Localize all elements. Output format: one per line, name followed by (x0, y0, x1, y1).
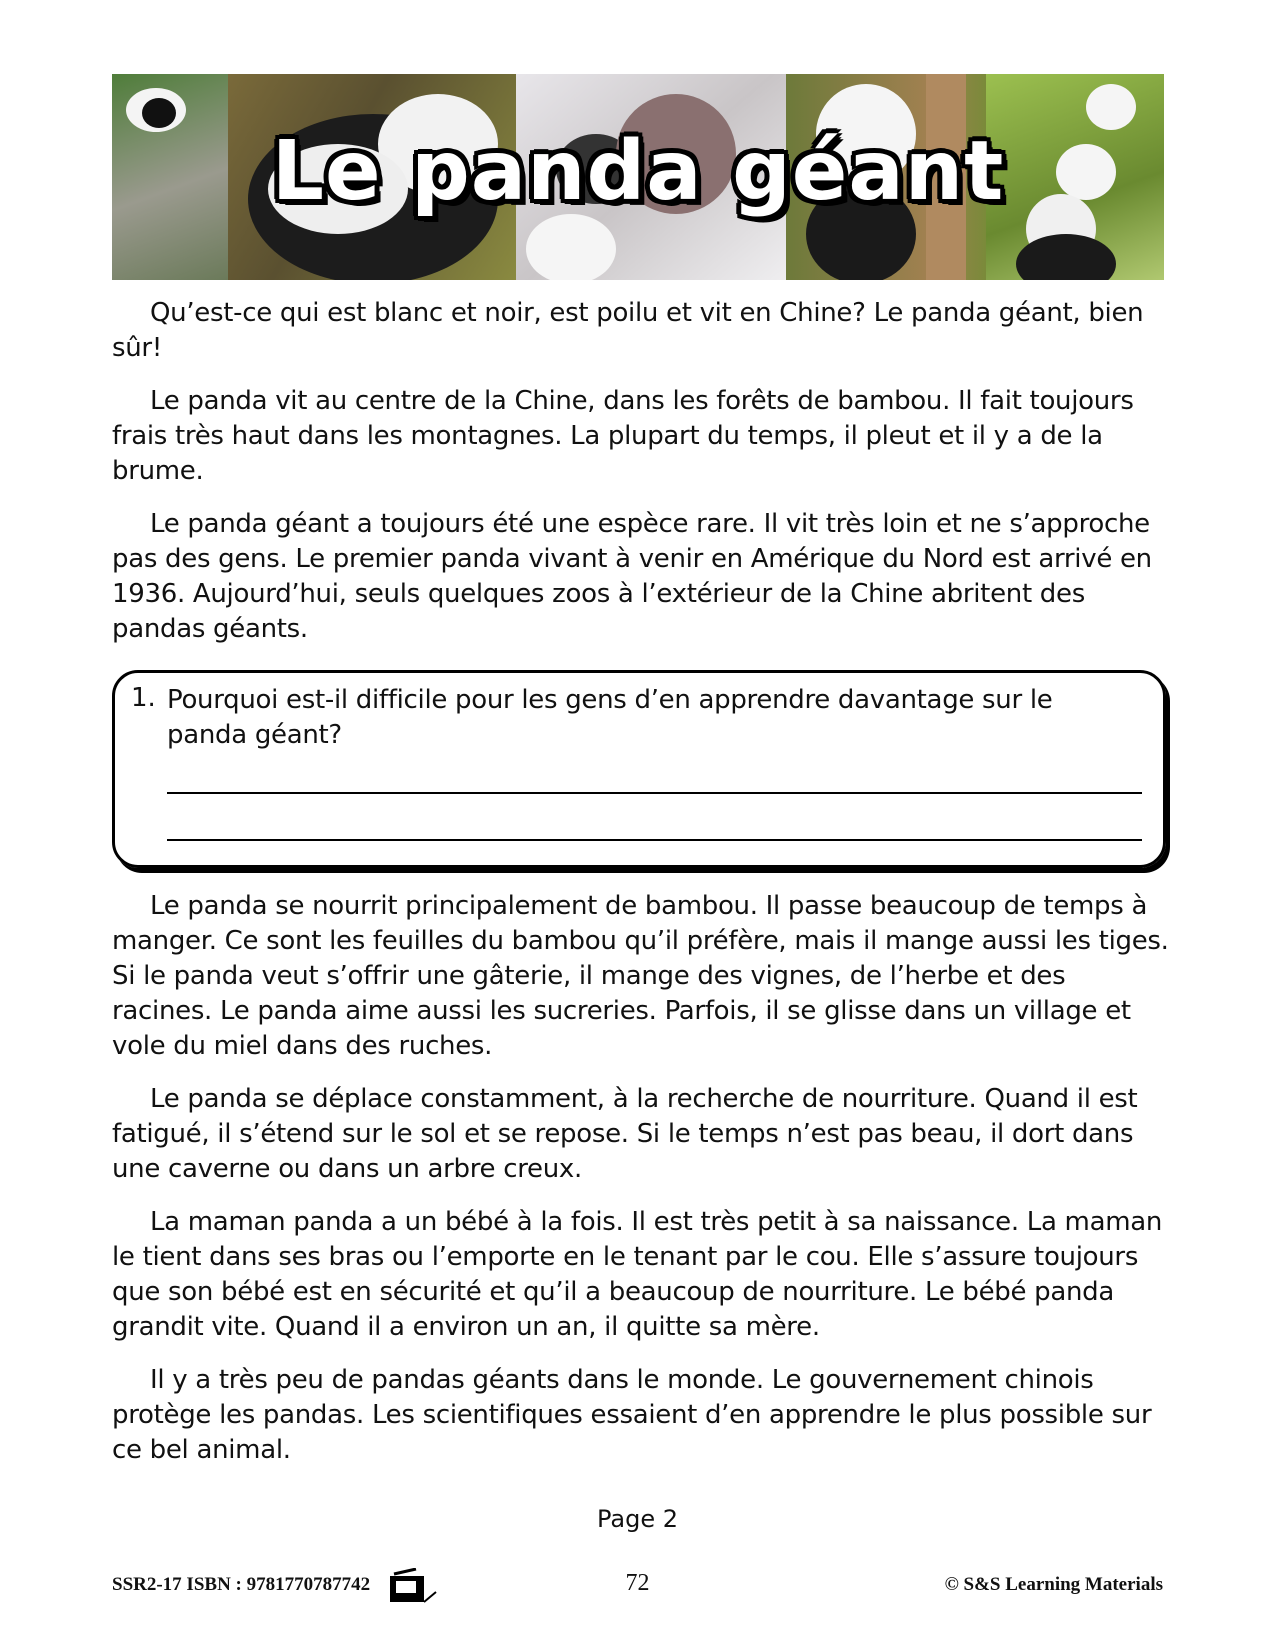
paragraph: Qu’est-ce qui est blanc et noir, est poilu et vit en Chine? Le panda géant, bien sûr! (112, 298, 1144, 363)
footer-code: SSR2-17 ISBN : 9781770787742 (112, 1574, 371, 1595)
paragraph: Le panda géant a toujours été une espèce rare. Il vit très loin et ne s’approche pas des gens. Le premier panda vivant à venir en Amérique du Nord est arrivé en 1936. Aujourd’hui, seuls quelques zoos à l’extérieur de la Chine abritent des pandas géants. (112, 509, 1152, 644)
page-title: Le panda géant (271, 124, 1005, 219)
paragraph: Il y a très peu de pandas géants dans le monde. Le gouvernement chinois protège les pandas. Les scientifiques essaient d’en apprendre le plus possible sur ce bel animal. (112, 1365, 1152, 1465)
body-text (112, 889, 1172, 1468)
answer-line[interactable] (167, 792, 1142, 794)
page-number: 72 (625, 1570, 650, 1596)
question-text: Pourquoi est-il difficile pour les gens d’en apprendre davantage sur le panda géant? (167, 685, 1053, 750)
paragraph: Le panda vit au centre de la Chine, dans les forêts de bambou. Il fait toujours frais très haut dans les montagnes. La plupart du temps, il pleut et il y a de la brume. (112, 386, 1134, 486)
answer-line[interactable] (167, 839, 1142, 841)
paragraph: Le panda se nourrit principalement de bambou. Il passe beaucoup de temps à manger. Ce sont les feuilles du bambou qu’il préfère, mais il mange aussi les tiges. Si le panda veut s’offrir une gâterie, il mange des vignes, de l’herbe et des racines. Le panda aime aussi les sucreries. Parfois, il se glisse dans un village et vole du miel dans des ruches. (112, 891, 1169, 1061)
copyright: © S&S Learning Materials (944, 1574, 1163, 1595)
question-number: 1. (131, 683, 156, 713)
question-box (112, 670, 1166, 868)
intro-text (112, 296, 1172, 647)
page-label: Page 2 (597, 1505, 678, 1533)
paragraph: La maman panda a un bébé à la fois. Il est très petit à sa naissance. La maman le tient dans ses bras ou l’emporte en le tenant par le cou. Elle s’assure toujours que son bébé est en sécurité et qu’il a beaucoup de nourriture. Le bébé panda grandit vite. Quand il a environ un an, il quitte sa mère. (112, 1207, 1163, 1342)
title-banner (112, 74, 1164, 280)
paragraph: Le panda se déplace constamment, à la recherche de nourriture. Quand il est fatigué, il s’étend sur le sol et se repose. Si le temps n’est pas beau, il dort dans une caverne ou dans un arbre creux. (112, 1084, 1138, 1184)
